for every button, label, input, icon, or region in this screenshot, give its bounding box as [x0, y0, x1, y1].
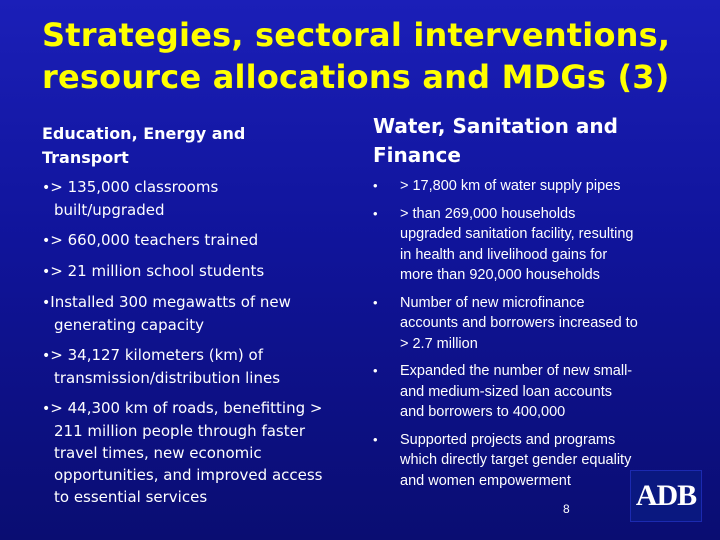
bullet-mark: • — [42, 264, 51, 280]
bullet-mark: • — [373, 363, 378, 378]
left-column-item — [42, 176, 350, 221]
bullet-text-line: to essential services — [54, 488, 208, 506]
bullet-text-line: Installed 300 megawatts of new — [50, 293, 291, 311]
bullet-mark: • — [373, 294, 378, 310]
right-column-item — [370, 176, 690, 197]
left-column-item — [42, 344, 350, 389]
bullet-text-line: > 2.7 million — [400, 335, 478, 352]
bullet-text-line: Expanded the number of new small- — [400, 363, 633, 379]
bullet-mark: • — [42, 233, 51, 249]
right-column-item — [370, 293, 690, 355]
bullet-text-line: in health and livelihood gains for — [400, 246, 608, 263]
bullet-text-line: Number of new microfinance — [400, 294, 585, 311]
title-line-2: resource allocations and MDGs (3) — [42, 58, 670, 96]
left-column-item — [42, 260, 350, 283]
bullet-mark: • — [373, 178, 378, 193]
left-heading-line-1: Education, Energy and — [42, 124, 246, 143]
right-bullet-list — [370, 176, 690, 498]
bullet-text-line: accounts and borrowers increased to — [400, 315, 638, 331]
adb-logo — [630, 470, 702, 522]
page-number: 8 — [563, 502, 570, 516]
bullet-text-line: > 34,127 kilometers (km) of — [50, 346, 263, 364]
bullet-text-line: > 17,800 km of water supply pipes — [400, 178, 621, 194]
right-heading-line-1: Water, Sanitation and — [373, 114, 618, 138]
bullet-text-line: upgraded sanitation facility, resulting — [400, 226, 634, 242]
left-heading-line-2: Transport — [42, 148, 129, 167]
bullet-text-line: travel times, new economic — [54, 444, 262, 462]
right-column-item — [370, 361, 690, 423]
right-column-item — [370, 204, 690, 286]
left-column-item — [42, 229, 350, 252]
left-column-item — [42, 397, 350, 508]
bullet-text-line: > 44,300 km of roads, benefitting > — [50, 399, 323, 417]
bullet-text-line: and medium-sized loan accounts — [400, 383, 612, 400]
title-line-1: Strategies, sectoral interventions, — [42, 16, 671, 54]
bullet-text-line: generating capacity — [54, 316, 205, 334]
slide-title — [42, 14, 712, 98]
logo-text: ADB — [635, 479, 697, 512]
right-column-heading — [373, 112, 693, 170]
bullet-text-line: > 660,000 teachers trained — [50, 231, 259, 249]
bullet-text-line: > than 269,000 households — [400, 205, 576, 222]
bullet-mark: • — [373, 431, 378, 447]
bullet-text-line: transmission/distribution lines — [54, 369, 281, 387]
bullet-mark: • — [373, 205, 378, 221]
left-bullet-list — [42, 176, 350, 516]
bullet-text-line: built/upgraded — [54, 201, 165, 219]
bullet-text-line: more than 920,000 households — [400, 267, 600, 283]
bullet-mark: • — [42, 180, 51, 196]
bullet-mark: • — [42, 348, 51, 364]
left-column-item — [42, 291, 350, 336]
bullet-text-line: Supported projects and programs — [400, 431, 616, 448]
bullet-text-line: > 21 million school students — [50, 262, 265, 280]
bullet-text-line: which directly target gender equality — [400, 452, 632, 468]
bullet-text-line: opportunities, and improved access — [54, 466, 323, 484]
bullet-text-line: and women empowerment — [400, 472, 571, 489]
bullet-text-line: > 135,000 classrooms — [50, 178, 219, 196]
bullet-mark: • — [42, 295, 51, 311]
left-column-heading — [42, 122, 342, 170]
right-heading-line-2: Finance — [373, 143, 461, 167]
bullet-mark: • — [42, 401, 51, 417]
bullet-text-line: and borrowers to 400,000 — [400, 404, 566, 420]
bullet-text-line: 211 million people through faster — [54, 422, 306, 440]
